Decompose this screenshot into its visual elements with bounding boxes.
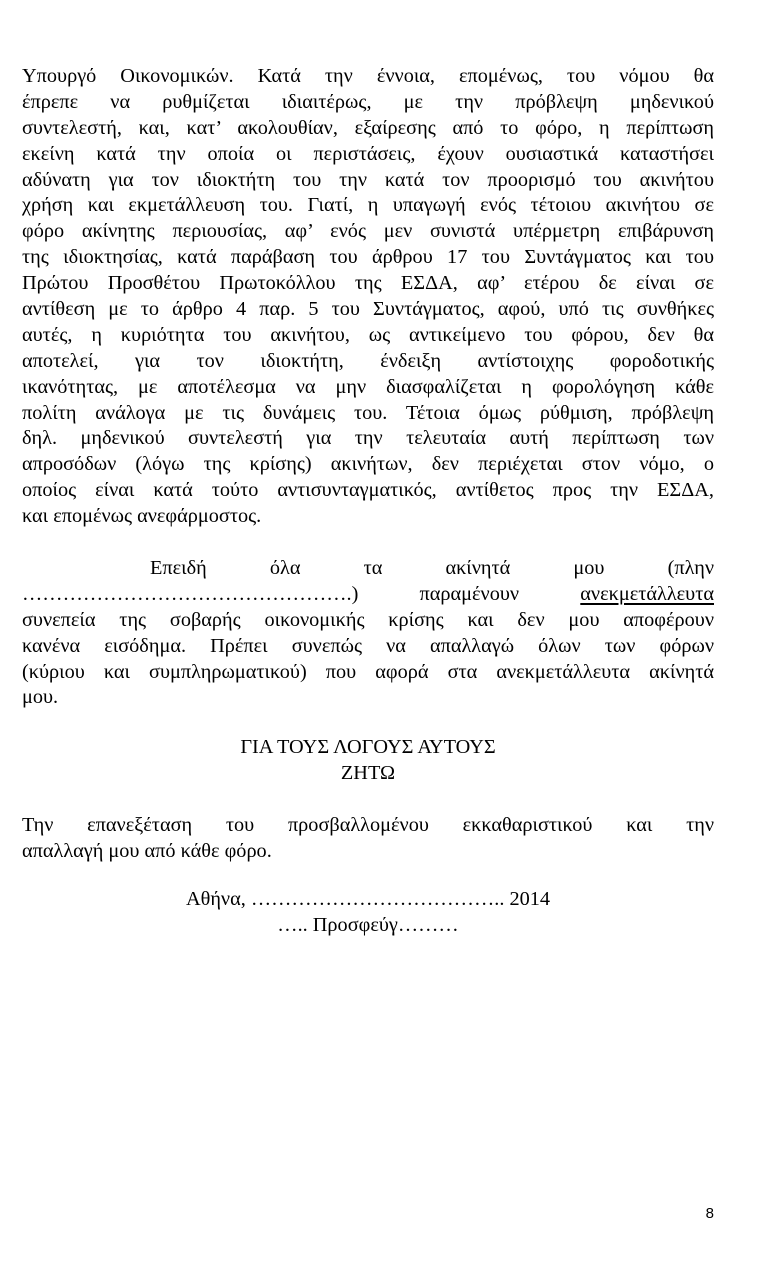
text-line: ικανότητας, με αποτέλεσμα να μην διασφαλίζεται η φορολόγηση κάθε xyxy=(22,375,714,398)
text-line: δηλ. μηδενικού συντελεστή για την τελευταία αυτή περίπτωση των xyxy=(22,427,714,450)
text-line: Πρώτου Προσθέτου Πρωτοκόλλου της ΕΣΔΑ, αφ’ ετέρου δε είναι σε xyxy=(22,272,714,295)
section-heading xyxy=(22,735,714,787)
heading-line: ΖΗΤΩ xyxy=(340,762,396,785)
date-line: Αθήνα, ……………………………….. 2014 xyxy=(185,887,551,910)
text-line: απροσόδων (λόγω της κρίσης) ακινήτων, δεν περιέχεται στον νόμο, ο xyxy=(22,453,714,476)
text-line xyxy=(22,582,714,608)
text-line: αποτελεί, για τον ιδιοκτήτη, ένδειξη αντίστοιχης φοροδοτικής xyxy=(22,349,714,372)
petitioner-line: ….. Προσφεύγ……… xyxy=(277,913,459,936)
text-line: οποίος είναι κατά τούτο αντισυνταγματικός, αντίθετος προς την ΕΣΔΑ, xyxy=(22,479,714,502)
paragraph-unexploited-property xyxy=(22,556,714,711)
text-line: και επομένως ανεφάρμοστος. xyxy=(22,505,262,528)
heading-line: ΓΙΑ ΤΟΥΣ ΛΟΓΟΥΣ ΑΥΤΟΥΣ xyxy=(240,736,496,759)
text-line: αυτές, η κυριότητα του ακινήτου, ως αντικείμενο του φόρου, δεν θα xyxy=(22,323,714,346)
text-line: Επειδή όλα τα ακίνητά μου (πλην xyxy=(150,557,714,580)
text-line: αδύνατη για τον ιδιοκτήτη του την κατά τον προορισμό του ακινήτου xyxy=(22,168,714,191)
text-line: (κύριου και συμπληρωματικού) που αφορά στα ανεκμετάλλευτα ακίνητά xyxy=(22,660,714,683)
text-line: Υπουργό Οικονομικών. Κατά την έννοια, επομένως, του νόμου θα xyxy=(22,65,714,87)
text-line: αντίθεση με το άρθρο 4 παρ. 5 του Συντάγματος, αφού, υπό τις συνθήκες xyxy=(22,298,714,321)
text-line: συντελεστή, και, κατ’ ακολουθίαν, εξαίρεσης από το φόρο, η περίπτωση xyxy=(22,116,714,139)
text-line: έπρεπε να ρυθμίζεται ιδιαιτέρως, με την πρόβλεψη μηδενικού xyxy=(22,90,714,113)
text-line: συνεπεία της σοβαρής οικονομικής κρίσης και δεν μου αποφέρουν xyxy=(22,608,714,631)
text-line: απαλλαγή μου από κάθε φόρο. xyxy=(22,840,272,863)
document-page xyxy=(22,64,714,939)
signature-block xyxy=(22,887,714,939)
text-line: μου. xyxy=(22,686,59,709)
text-line: κανένα εισόδημα. Πρέπει συνεπώς να απαλλαγώ όλων των φόρων xyxy=(22,634,714,657)
paragraph-request xyxy=(22,813,714,865)
text-line: φόρο ακίνητης περιουσίας, αφ’ ενός μεν συνιστά υπέρμετρη επιβάρυνση xyxy=(22,220,714,243)
paragraph-spacer xyxy=(22,787,714,813)
page-number: 8 xyxy=(705,1205,714,1222)
blank-fill-text: ………………………………………….) παραμένουν xyxy=(22,582,581,605)
text-line: της ιδιοκτησίας, κατά παράβαση του άρθρου 17 του Συντάγματος και του xyxy=(22,246,714,269)
text-line: Την επανεξέταση του προσβαλλομένου εκκαθαριστικού και την xyxy=(22,814,714,837)
paragraph-spacer xyxy=(22,711,714,735)
paragraph-legal-argument xyxy=(22,64,714,530)
underlined-word: ανεκμετάλλευτα xyxy=(580,582,714,605)
paragraph-spacer xyxy=(22,530,714,556)
text-line: εκείνη κατά την οποία οι περιστάσεις, έχουν ουσιαστικά καταστήσει xyxy=(22,142,714,165)
text-line: πολίτη ανάλογα με τις δυνάμεις του. Τέτοια όμως ρύθμιση, πρόβλεψη xyxy=(22,401,714,424)
text-line: χρήση και εκμετάλλευση του. Γιατί, η υπαγωγή ενός τέτοιου ακινήτου σε xyxy=(22,194,714,217)
